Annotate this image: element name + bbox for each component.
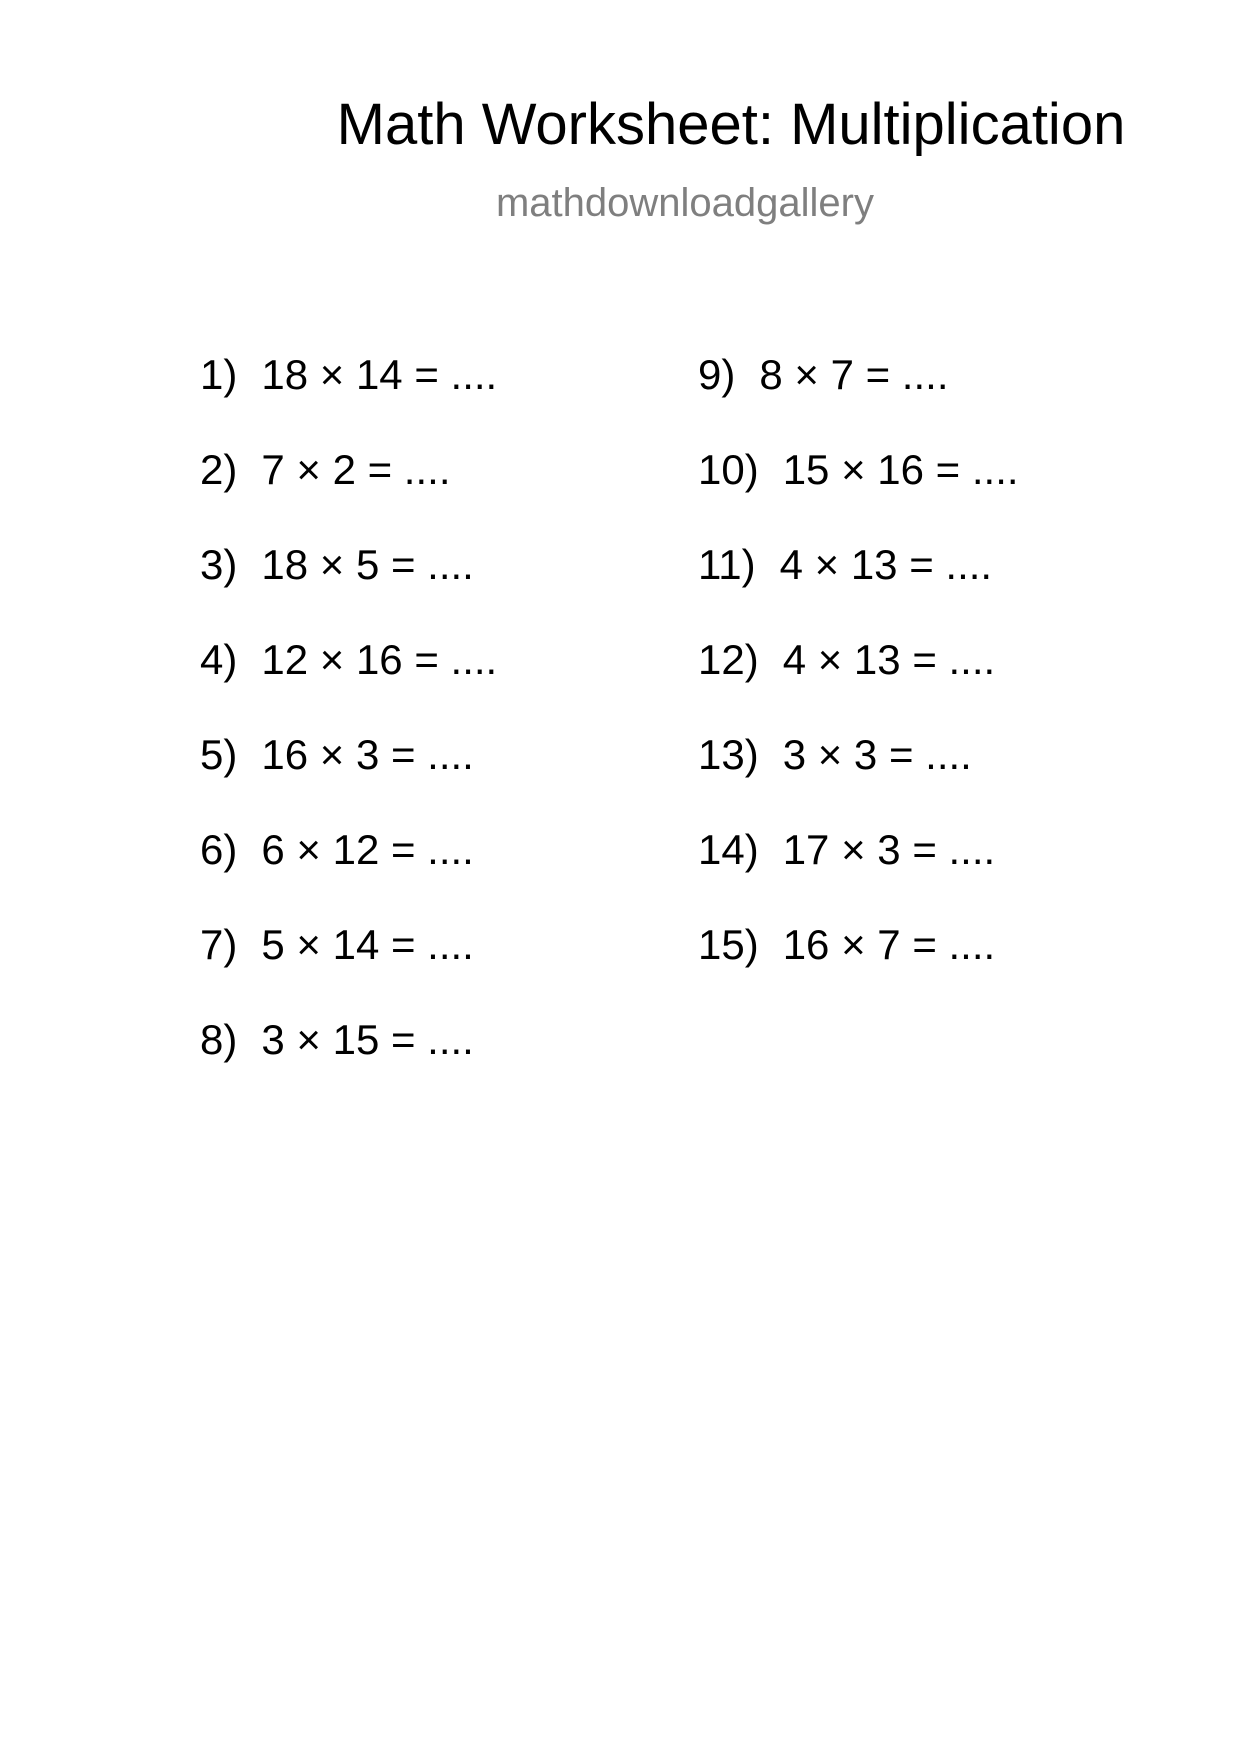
problem-3 [200, 541, 497, 636]
problem-number: 7) [200, 921, 238, 968]
problem-15 [698, 921, 1019, 1016]
problem-7 [200, 921, 497, 1016]
worksheet-subtitle: mathdownloadgallery [495, 181, 874, 225]
problem-expression: 18 × 5 = .... [261, 541, 474, 588]
problem-14 [698, 826, 1019, 921]
problem-column-left [200, 351, 497, 1111]
problem-12 [698, 636, 1019, 731]
problem-column-right [698, 351, 1019, 1016]
problem-number: 13) [698, 731, 759, 778]
problem-number: 6) [200, 826, 238, 873]
problem-expression: 18 × 14 = .... [261, 351, 498, 398]
problem-expression: 16 × 3 = .... [261, 731, 474, 778]
problem-9 [698, 351, 1019, 446]
problem-number: 15) [698, 921, 759, 968]
problem-8 [200, 1016, 497, 1111]
problem-5 [200, 731, 497, 826]
problem-6 [200, 826, 497, 921]
problem-13 [698, 731, 1019, 826]
problem-expression: 16 × 7 = .... [782, 921, 996, 968]
problem-1 [200, 351, 497, 446]
problem-expression: 6 × 12 = .... [261, 826, 474, 873]
problem-10 [698, 446, 1019, 541]
problem-expression: 4 × 13 = .... [779, 541, 993, 588]
problem-expression: 3 × 15 = .... [261, 1016, 474, 1063]
problem-expression: 15 × 16 = .... [782, 446, 1019, 493]
problem-expression: 12 × 16 = .... [261, 636, 498, 683]
problem-number: 14) [698, 826, 759, 873]
problem-expression: 4 × 13 = .... [782, 636, 996, 683]
problem-number: 3) [200, 541, 238, 588]
problem-number: 4) [200, 636, 238, 683]
problem-number: 1) [200, 351, 238, 398]
problem-number: 11) [698, 541, 756, 588]
problem-expression: 5 × 14 = .... [261, 921, 474, 968]
problem-number: 10) [698, 446, 759, 493]
worksheet-title: Math Worksheet: Multiplication [336, 92, 1126, 157]
problem-number: 8) [200, 1016, 238, 1063]
problem-number: 5) [200, 731, 238, 778]
problem-number: 12) [698, 636, 759, 683]
problem-2 [200, 446, 497, 541]
problem-4 [200, 636, 497, 731]
problem-11 [698, 541, 1019, 636]
problem-expression: 8 × 7 = .... [759, 351, 949, 398]
problem-number: 2) [200, 446, 238, 493]
problem-expression: 7 × 2 = .... [261, 446, 451, 493]
problem-number: 9) [698, 351, 736, 398]
problem-expression: 3 × 3 = .... [782, 731, 972, 778]
problem-expression: 17 × 3 = .... [782, 826, 996, 873]
